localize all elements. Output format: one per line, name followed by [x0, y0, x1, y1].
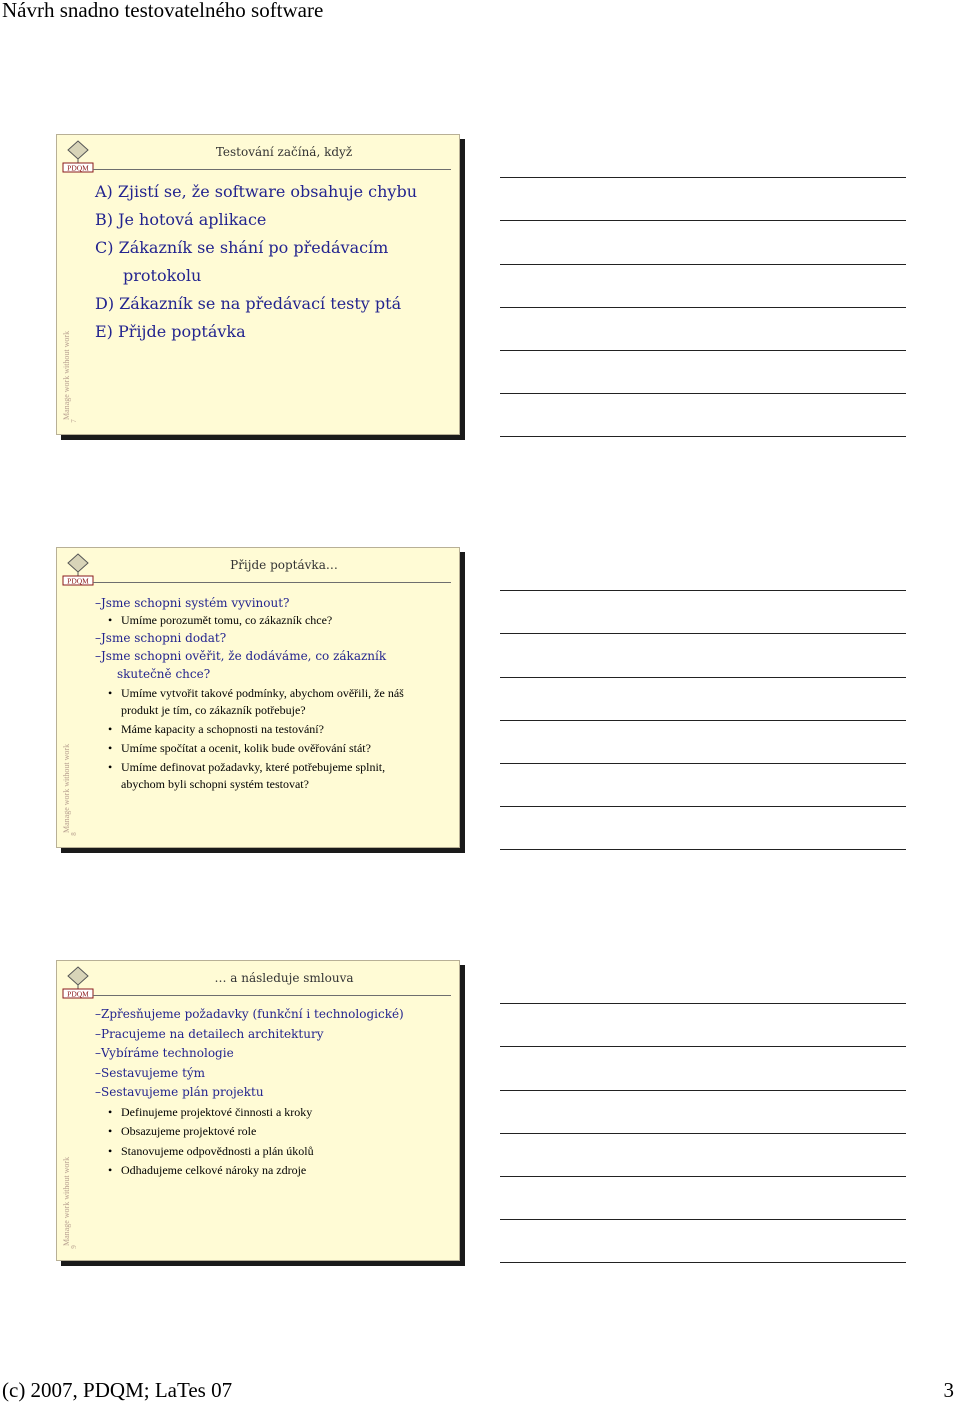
- list-item-continuation: skutečně chce?: [117, 667, 211, 681]
- note-line: [500, 1176, 906, 1177]
- note-line: [500, 220, 906, 221]
- slide-9: [56, 960, 460, 1261]
- note-line: [500, 1046, 906, 1047]
- list-item: –Vybíráme technologie: [95, 1046, 234, 1060]
- list-item: B) Je hotová aplikace: [95, 210, 267, 229]
- note-line: [500, 350, 906, 351]
- list-item: –Sestavujeme tým: [95, 1065, 206, 1080]
- svg-text:PDQM: PDQM: [67, 989, 89, 999]
- bullet-item: • Obsazujeme projektové role: [95, 1122, 453, 1142]
- slide-title: Testování začíná, když: [215, 145, 353, 159]
- list-item: –Sestavujeme plán projektu: [95, 1085, 264, 1099]
- note-line: [500, 849, 906, 850]
- bullet-item: • Máme kapacity a schopnosti na testování?: [95, 721, 453, 738]
- bullet-item: • Odhadujeme celkové nároky na zdroje: [95, 1161, 453, 1181]
- bullet-item-continuation: produkt je tím, co zákazník potřebuje?: [121, 703, 306, 717]
- side-label: Manage work without work: [62, 743, 71, 833]
- note-line: [500, 393, 906, 394]
- note-line: [500, 1262, 906, 1263]
- footer-copyright: (c) 2007, PDQM; LaTes 07: [2, 1378, 233, 1402]
- title-divider: [93, 582, 451, 583]
- bullet-item: • Umíme vytvořit takové podmínky, abychom ověřili, že náš: [95, 685, 453, 702]
- svg-text:PDQM: PDQM: [67, 576, 89, 586]
- note-line: [500, 1133, 906, 1134]
- note-line: [500, 590, 906, 591]
- pdqm-logo-icon: [61, 139, 95, 173]
- slide-8: [56, 547, 460, 848]
- slide-number: 8: [69, 832, 78, 836]
- side-label: Manage work without work: [62, 1156, 71, 1246]
- note-line: [500, 677, 906, 678]
- note-line: [500, 177, 906, 178]
- slide-title: Přijde poptávka…: [230, 558, 338, 572]
- list-item-continuation: protokolu: [123, 266, 202, 285]
- note-line: [500, 720, 906, 721]
- note-line: [500, 763, 906, 764]
- bullet-item: • Umíme spočítat a ocenit, kolik bude ověřování stát?: [95, 740, 453, 757]
- footer-page-number: 3: [943, 1378, 954, 1402]
- bullet-item: • Stanovujeme odpovědnosti a plán úkolů: [95, 1142, 453, 1162]
- slide-title: … a následuje smlouva: [214, 971, 354, 985]
- svg-text:PDQM: PDQM: [67, 163, 89, 173]
- list-item: C) Zákazník se shání po předávacím: [95, 238, 389, 257]
- bullet-item: • Definujeme projektové činnosti a kroky: [95, 1103, 453, 1123]
- list-item: –Jsme schopni dodat?: [95, 631, 227, 645]
- bullet-item: • Umíme porozumět tomu, co zákazník chce?: [95, 612, 453, 629]
- page-header-title: Návrh snadno testovatelného software: [2, 0, 324, 22]
- note-line: [500, 307, 906, 308]
- list-item: D) Zákazník se na předávací testy ptá: [95, 294, 402, 313]
- list-item: A) Zjistí se, že software obsahuje chybu: [95, 182, 417, 201]
- title-divider: [93, 169, 451, 170]
- list-item: –Jsme schopni ověřit, že dodáváme, co zákazník: [95, 649, 387, 663]
- slide-number: 9: [69, 1245, 78, 1249]
- list-item: –Pracujeme na detailech architektury: [95, 1026, 324, 1041]
- note-line: [500, 1090, 906, 1091]
- list-item: E) Přijde poptávka: [95, 322, 246, 341]
- list-item: –Jsme schopni systém vyvinout?: [95, 596, 290, 610]
- side-label: Manage work without work: [62, 330, 71, 420]
- pdqm-logo-icon: [61, 965, 95, 999]
- note-line: [500, 1003, 906, 1004]
- note-line: [500, 1219, 906, 1220]
- slide-7: [56, 134, 460, 435]
- note-line: [500, 806, 906, 807]
- list-item: –Zpřesňujeme požadavky (funkční i technologické): [95, 1007, 404, 1021]
- title-divider: [93, 995, 451, 996]
- note-line: [500, 633, 906, 634]
- note-line: [500, 264, 906, 265]
- note-line: [500, 436, 906, 437]
- bullet-item-continuation: abychom byli schopni systém testovat?: [121, 777, 309, 791]
- slide-number: 7: [69, 419, 78, 423]
- bullet-item: • Umíme definovat požadavky, které potřebujeme splnit,: [95, 759, 453, 776]
- pdqm-logo-icon: [61, 552, 95, 586]
